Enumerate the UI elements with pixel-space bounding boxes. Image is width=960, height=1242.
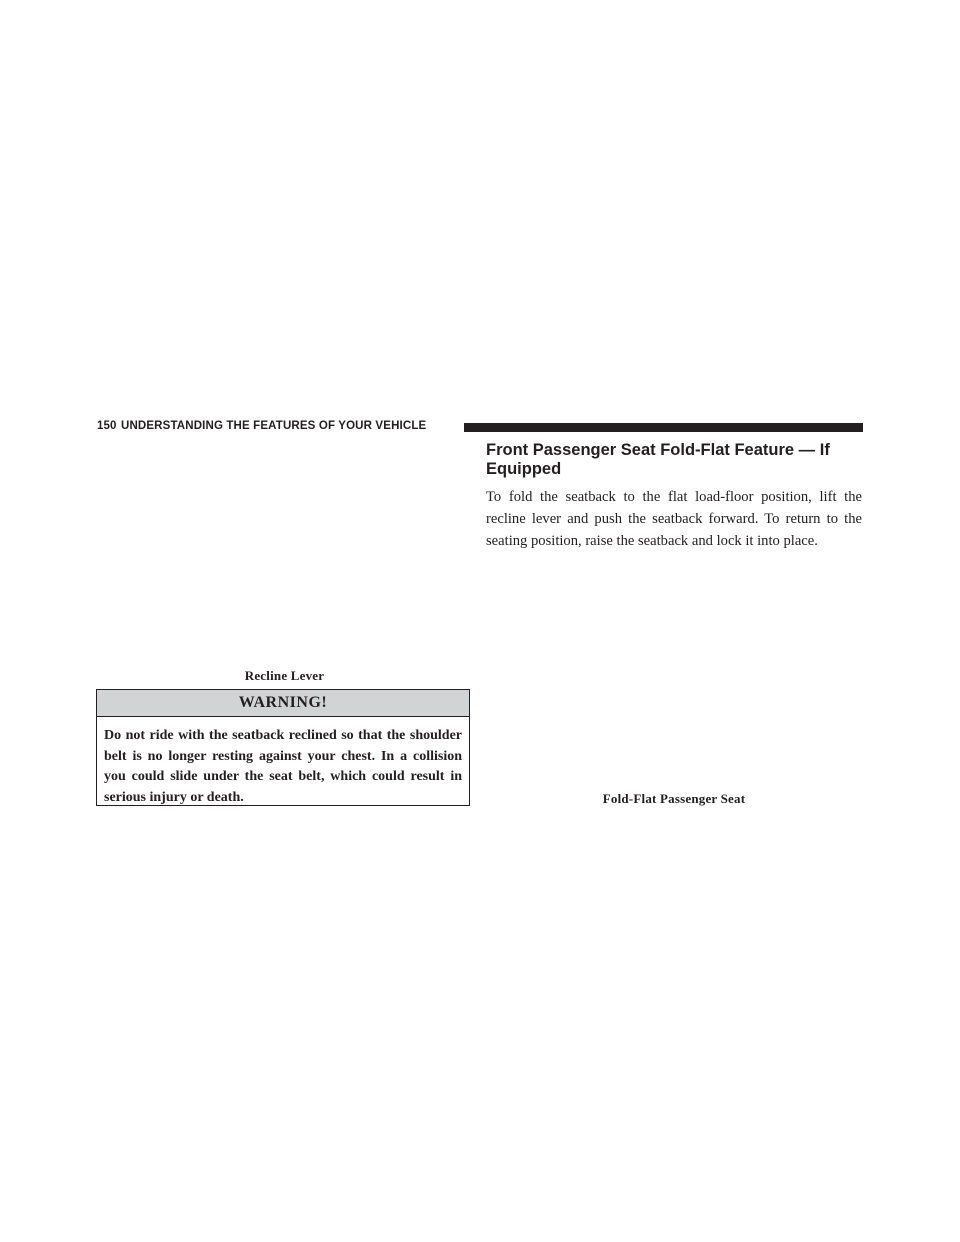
page-header <box>97 421 863 433</box>
warning-box <box>96 689 470 806</box>
fold-flat-figure <box>486 570 862 785</box>
recline-lever-caption: Recline Lever <box>244 668 325 683</box>
recline-lever-figure <box>97 440 472 660</box>
header-rule <box>464 423 863 432</box>
section-body: To fold the seatback to the flat load-floor position, lift the recline lever and push the seatback forward. To return to the seating position, raise the seatback and lock it into place. <box>486 489 862 549</box>
fold-flat-caption: Fold-Flat Passenger Seat <box>602 791 746 806</box>
section-heading: Front Passenger Seat Fold-Flat Feature — If Equipped <box>486 441 830 478</box>
page-number: 150 <box>97 420 117 432</box>
warning-title: WARNING! <box>97 690 469 717</box>
running-header: UNDERSTANDING THE FEATURES OF YOUR VEHICLE <box>121 420 427 432</box>
warning-text: Do not ride with the seatback reclined so that the shoulder belt is no longer resting against your chest. In a collision you could slide under the seat belt, which could result in serious injury or death. <box>104 728 462 805</box>
